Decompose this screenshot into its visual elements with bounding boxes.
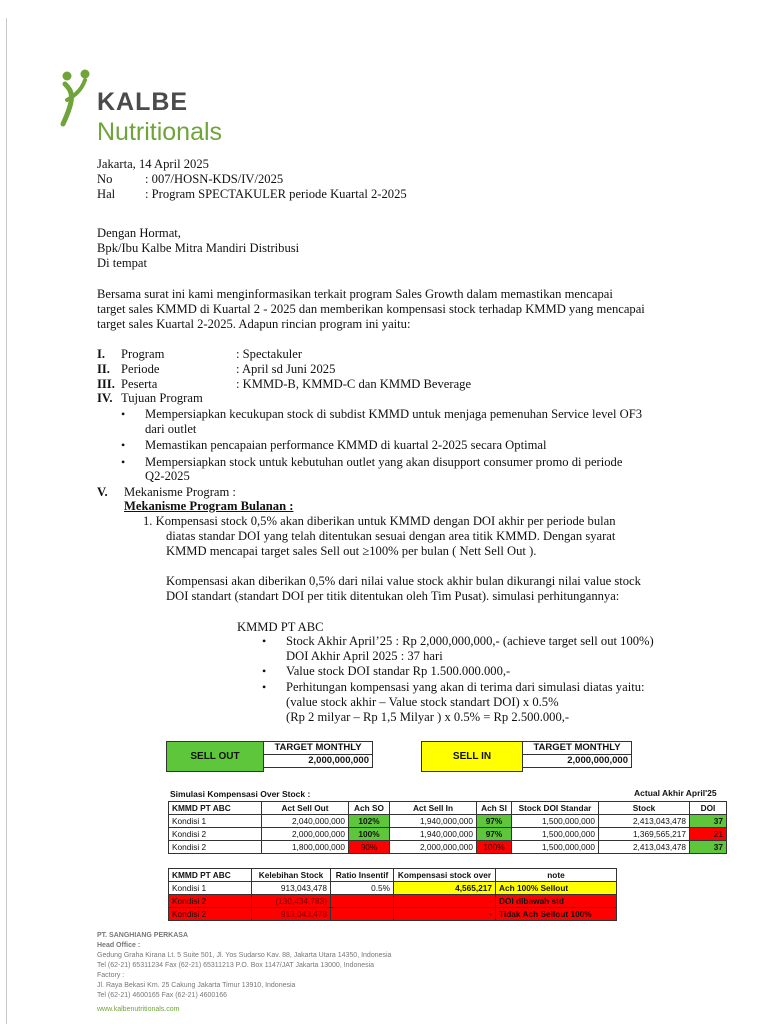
cell-si: 1,940,000,000 [390,828,477,841]
intro-line: target sales Kuartal 2-2025. Adapun rincian program ini yaitu: [97,317,411,331]
sell-out-target-table [263,741,373,768]
item-num: IV. [97,391,113,405]
sim-header: DOI [690,802,727,815]
cell-si: 2,000,000,000 [390,841,477,854]
cell-note: Ach 100% Sellout [496,882,617,895]
item-value: : April sd Juni 2025 [236,362,336,376]
bullet-icon: • [121,455,126,469]
cell-k: Kondisi 1 [169,815,262,828]
sell-in-target-table [522,741,632,768]
cell-komp: - [394,895,496,908]
tujuan-line: dari outlet [145,422,197,436]
tujuan-line: Mempersiapkan kecukupan stock di subdist KMMD untuk menjaga pemenuhan Service level OF3 [145,407,642,421]
example-line: Perhitungan kompensasi yang akan di terima dari simulasi diatas yaitu: [286,680,645,694]
cell-std: 1,500,000,000 [512,828,599,841]
target-header: TARGET MONTHLY [264,742,373,755]
item-num: II. [97,362,110,376]
tujuan-line: Memastikan pencapaian performance KMMD di kuartal 2-2025 secara Optimal [145,438,547,452]
cell-k: Kondisi 2 [169,895,252,908]
sim-header: Stock [599,802,690,815]
target-value: 2,000,000,000 [523,755,632,768]
sim-header: KMMD PT ABC [169,802,262,815]
example-line: Value stock DOI standar Rp 1.500.000.000,- [286,664,511,678]
sim-header: Act Sell In [390,802,477,815]
sell-out-label: SELL OUT [166,741,264,772]
footer-factory: Factory : [97,972,125,979]
example-title: KMMD PT ABC [237,620,324,634]
item-value: : Spectakuler [236,347,303,361]
letter-date: Jakarta, 14 April 2025 [97,157,209,171]
cell-ratio: 0.5% [331,882,394,895]
cell-doi: 37 [690,815,727,828]
actual-title: Actual Akhir April'25 [634,788,717,798]
table-row [169,815,727,828]
letter-no-value: : 007/HOSN-KDS/IV/2025 [145,172,284,186]
cell-ach_si: 97% [477,815,512,828]
item-label: Periode [121,362,160,376]
cell-lebih: 913,043,478 [252,908,331,921]
target-header: TARGET MONTHLY [523,742,632,755]
page-edge [6,18,7,1024]
res-header: note [496,869,617,882]
cell-ratio [331,908,394,921]
kompensasi-line: Kompensasi akan diberikan 0,5% dari nilai value stock akhir bulan dikurangi nilai value stock [166,574,641,588]
item-value: : KMMD-B, KMMD-C dan KMMD Beverage [236,377,472,391]
example-line: (Rp 2 milyar – Rp 1,5 Milyar ) x 0.5% = Rp 2.500.000,- [286,710,570,724]
letter-hal-label: Hal [97,187,116,201]
sim-header: Act Sell Out [262,802,349,815]
footer-address: Tel (62-21) 4600165 Fax (62-21) 4600166 [97,992,227,999]
item-num: III. [97,377,115,391]
cell-stock: 2,413,043,478 [599,815,690,828]
simulation-table [168,801,727,854]
cell-so: 2,040,000,000 [262,815,349,828]
item-label: Peserta [121,377,158,391]
cell-ratio [331,895,394,908]
sim-header: Stock DOI Standar [512,802,599,815]
example-line: (value stock akhir – Value stock standart DOI) x 0.5% [286,695,559,709]
cell-komp: 4,565,217 [394,882,496,895]
footer-address: Tel (62-21) 65311234 Fax (62-21) 65311213 P.O. Box 1147/JAT Jakarta 13000, Indonesia [97,962,375,969]
cell-k: Kondisi 1 [169,882,252,895]
greeting-line: Di tempat [97,256,148,270]
mekanisme-sub: Mekanisme Program Bulanan : [124,499,294,513]
cell-ach_si: 97% [477,828,512,841]
tujuan-line: Q2-2025 [145,469,190,483]
point1-line: 1. Kompensasi stock 0,5% akan diberikan untuk KMMD dengan DOI akhir per periode bulan [143,514,616,528]
cell-so: 2,000,000,000 [262,828,349,841]
cell-k: Kondisi 2 [169,841,262,854]
bullet-icon: • [262,634,267,648]
res-header: Kelebihan Stock [252,869,331,882]
cell-note: Tidak Ach Sellout 100% [496,908,617,921]
cell-stock: 1,369,565,217 [599,828,690,841]
mekanisme-num: V. [97,485,108,499]
brand-name: KALBE [97,88,189,116]
cell-doi: 37 [690,841,727,854]
sell-in-label: SELL IN [421,741,523,772]
bullet-icon: • [262,680,267,694]
intro-line: target sales KMMD di Kuartal 2 - 2025 dan memberikan kompensasi stock terhadap KMMD yang mencapai [97,302,645,316]
greeting-line: Dengan Hormat, [97,226,181,240]
footer-company: PT. SANGHIANG PERKASA [97,932,189,939]
footer-address: Jl. Raya Bekasi Km. 25 Cakung Jakarta Timur 13910, Indonesia [97,982,296,989]
sim-header: Ach SI [477,802,512,815]
footer-website[interactable]: www.kalbenutritionals.com [97,1006,180,1013]
cell-note: DOI dibawah std [496,895,617,908]
cell-ach_si: 100% [477,841,512,854]
cell-k: Kondisi 2 [169,828,262,841]
cell-so: 1,800,000,000 [262,841,349,854]
greeting-line: Bpk/Ibu Kalbe Mitra Mandiri Distribusi [97,241,300,255]
kalbe-logo-icon [55,68,95,128]
cell-doi: 21 [690,828,727,841]
cell-ach_so: 102% [349,815,390,828]
cell-stock: 2,413,043,478 [599,841,690,854]
point1-line: diatas standar DOI yang telah ditentukan sesuai dengan area titik KMMD. Dengan syarat [166,529,616,543]
table-row [169,895,617,908]
cell-lebih: 913,043,478 [252,882,331,895]
table-row [169,828,727,841]
footer-address: Gedung Graha Kirana Lt. 5 Suite 501, Jl. Yos Sudarso Kav. 88, Jakarta Utara 14350, Indonesia [97,952,392,959]
brand-subname: Nutritionals [97,118,223,146]
item-label: Program [121,347,165,361]
example-line: DOI Akhir April 2025 : 37 hari [286,649,443,663]
kompensasi-line: DOI standart (standart DOI per titik ditentukan oleh Tim Pusat). simulasi perhitungannya: [166,589,620,603]
mekanisme-label: Mekanisme Program : [124,485,236,499]
res-header: Kompensasi stock over [394,869,496,882]
table-row [169,908,617,921]
sim-title: Simulasi Kompensasi Over Stock : [170,789,311,799]
cell-komp: - [394,908,496,921]
tujuan-line: Mempersiapkan stock untuk kebutuhan outlet yang akan disupport consumer promo di periode [145,455,623,469]
letter-no-label: No [97,172,113,186]
bullet-icon: • [121,407,126,421]
bullet-icon: • [262,664,267,678]
cell-ach_so: 100% [349,828,390,841]
cell-k: Kondisi 2 [169,908,252,921]
item-num: I. [97,347,106,361]
item-label: Tujuan Program [121,391,203,405]
cell-std: 1,500,000,000 [512,841,599,854]
res-header: Ratio Insentif [331,869,394,882]
cell-ach_so: 90% [349,841,390,854]
res-header: KMMD PT ABC [169,869,252,882]
cell-si: 1,940,000,000 [390,815,477,828]
letter-hal-value: : Program SPECTAKULER periode Kuartal 2-2025 [145,187,407,201]
table-row [169,841,727,854]
bullet-icon: • [121,438,126,452]
table-row [169,882,617,895]
target-value: 2,000,000,000 [264,755,373,768]
cell-lebih: (130,434,783) [252,895,331,908]
sim-header: Ach SO [349,802,390,815]
intro-line: Bersama surat ini kami menginformasikan terkait program Sales Growth dalam memastikan mencapai [97,287,613,301]
point1-line: KMMD mencapai target sales Sell out ≥100% per bulan ( Nett Sell Out ). [166,544,537,558]
example-line: Stock Akhir April’25 : Rp 2,000,000,000,- (achieve target sell out 100%) [286,634,654,648]
cell-std: 1,500,000,000 [512,815,599,828]
result-table [168,868,617,921]
footer-head-office: Head Office : [97,942,141,949]
